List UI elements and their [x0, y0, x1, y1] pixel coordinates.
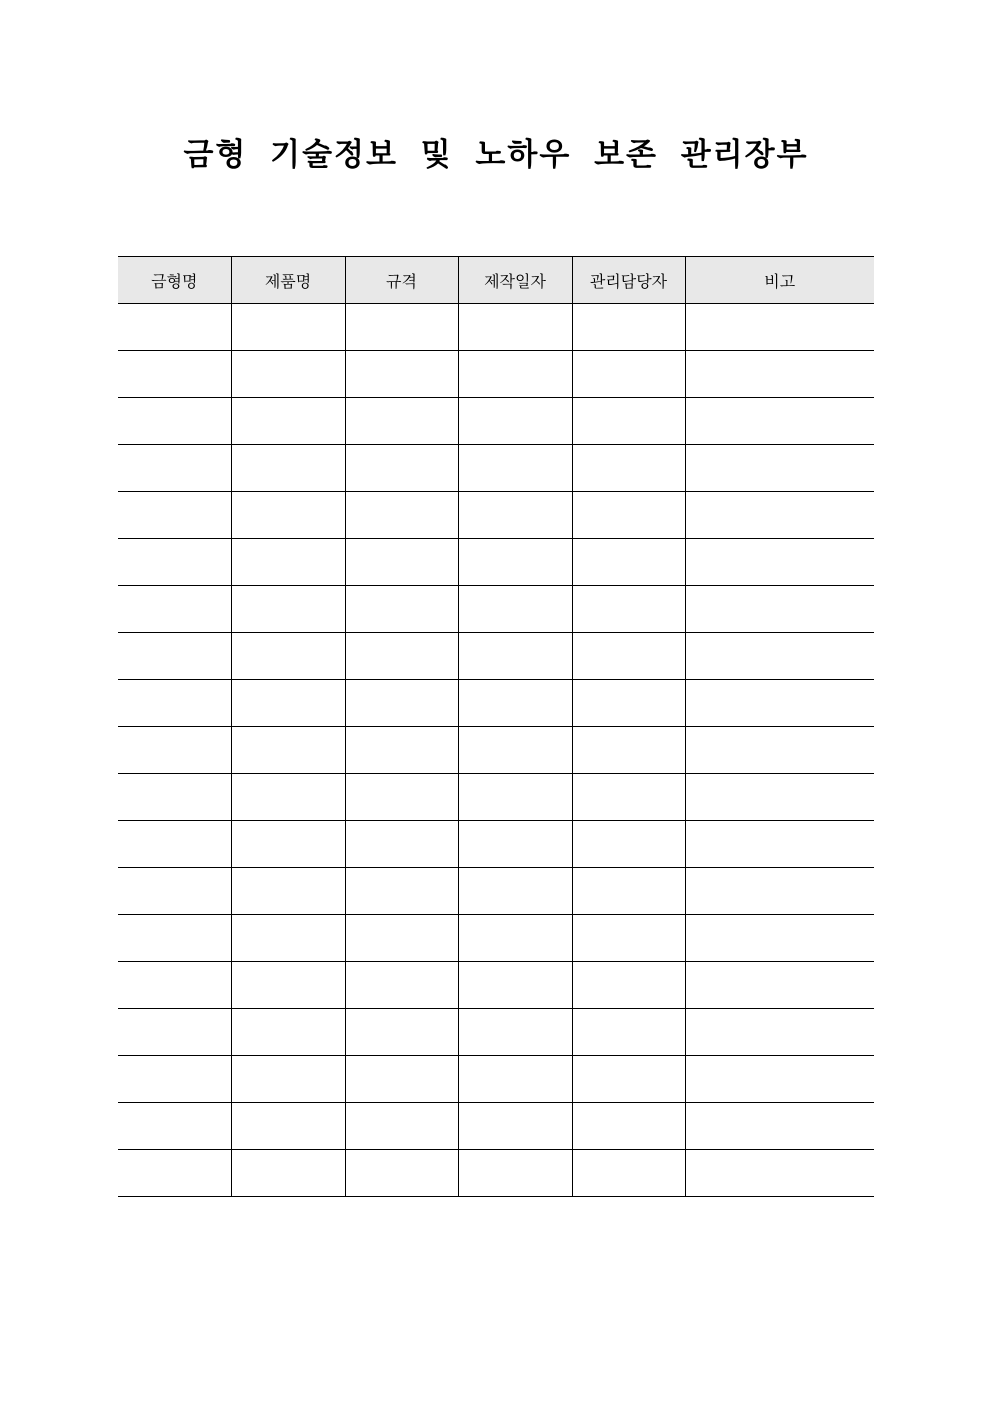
table-cell[interactable]	[572, 586, 685, 633]
table-cell[interactable]	[231, 1150, 345, 1197]
table-cell[interactable]	[572, 727, 685, 774]
table-row	[118, 1150, 874, 1197]
column-header-remarks: 비고	[685, 257, 874, 304]
table-cell[interactable]	[458, 962, 572, 1009]
table-row	[118, 962, 874, 1009]
table-cell[interactable]	[231, 868, 345, 915]
table-cell[interactable]	[345, 680, 458, 727]
table-cell[interactable]	[685, 398, 874, 445]
column-header-production-date: 제작일자	[458, 257, 572, 304]
table-cell[interactable]	[685, 539, 874, 586]
table-row	[118, 868, 874, 915]
table-cell[interactable]	[118, 1056, 231, 1103]
table-cell[interactable]	[231, 1009, 345, 1056]
table-cell[interactable]	[345, 868, 458, 915]
table-cell[interactable]	[458, 868, 572, 915]
table-cell[interactable]	[458, 633, 572, 680]
table-cell[interactable]	[458, 445, 572, 492]
table-cell[interactable]	[231, 915, 345, 962]
header-row	[118, 257, 874, 304]
table-row	[118, 915, 874, 962]
table-cell[interactable]	[685, 868, 874, 915]
table-row	[118, 304, 874, 351]
page-title: 금형 기술정보 및 노하우 보존 관리장부	[183, 137, 809, 173]
table-cell[interactable]	[572, 962, 685, 1009]
table-row	[118, 398, 874, 445]
table-cell[interactable]	[345, 915, 458, 962]
table-row	[118, 1056, 874, 1103]
table-cell[interactable]	[345, 1056, 458, 1103]
table-cell[interactable]	[118, 304, 231, 351]
table-cell[interactable]	[231, 633, 345, 680]
table-cell[interactable]	[572, 539, 685, 586]
table-cell[interactable]	[458, 1103, 572, 1150]
table-cell[interactable]	[572, 680, 685, 727]
table-cell[interactable]	[345, 351, 458, 398]
table-row	[118, 680, 874, 727]
table-cell[interactable]	[231, 539, 345, 586]
table-cell[interactable]	[345, 821, 458, 868]
table-row	[118, 633, 874, 680]
table-cell[interactable]	[685, 633, 874, 680]
table-row	[118, 445, 874, 492]
table-cell[interactable]	[685, 1150, 874, 1197]
table-cell[interactable]	[572, 1056, 685, 1103]
table-row	[118, 821, 874, 868]
table-cell[interactable]	[345, 398, 458, 445]
table-cell[interactable]	[572, 1009, 685, 1056]
table-cell[interactable]	[458, 492, 572, 539]
table-cell[interactable]	[118, 492, 231, 539]
table-cell[interactable]	[685, 1056, 874, 1103]
table-cell[interactable]	[118, 1103, 231, 1150]
table-cell[interactable]	[572, 1150, 685, 1197]
table-cell[interactable]	[118, 680, 231, 727]
table-cell[interactable]	[685, 680, 874, 727]
table-cell[interactable]	[231, 398, 345, 445]
table-cell[interactable]	[458, 821, 572, 868]
table-cell[interactable]	[118, 445, 231, 492]
table-cell[interactable]	[118, 727, 231, 774]
table-cell[interactable]	[685, 492, 874, 539]
table-cell[interactable]	[118, 586, 231, 633]
table-cell[interactable]	[458, 586, 572, 633]
table-cell[interactable]	[458, 774, 572, 821]
table-cell[interactable]	[345, 962, 458, 1009]
table-cell[interactable]	[458, 1056, 572, 1103]
table-cell[interactable]	[458, 539, 572, 586]
table-cell[interactable]	[458, 1150, 572, 1197]
table-cell[interactable]	[118, 398, 231, 445]
table-cell[interactable]	[572, 915, 685, 962]
table-cell[interactable]	[118, 868, 231, 915]
table-cell[interactable]	[458, 304, 572, 351]
table-cell[interactable]	[685, 915, 874, 962]
table-cell[interactable]	[458, 1009, 572, 1056]
table-cell[interactable]	[685, 1103, 874, 1150]
table-cell[interactable]	[345, 586, 458, 633]
table-cell[interactable]	[231, 1103, 345, 1150]
table-row	[118, 1103, 874, 1150]
table-cell[interactable]	[231, 586, 345, 633]
table-cell[interactable]	[118, 351, 231, 398]
table-cell[interactable]	[118, 821, 231, 868]
table-cell[interactable]	[118, 539, 231, 586]
table-cell[interactable]	[685, 962, 874, 1009]
table-cell[interactable]	[345, 1150, 458, 1197]
table-cell[interactable]	[345, 633, 458, 680]
table-cell[interactable]	[572, 821, 685, 868]
column-header-product-name: 제품명	[231, 257, 345, 304]
table-row	[118, 492, 874, 539]
table-cell[interactable]	[118, 962, 231, 1009]
table-cell[interactable]	[345, 445, 458, 492]
table-cell[interactable]	[231, 1056, 345, 1103]
table-cell[interactable]	[231, 492, 345, 539]
table-cell[interactable]	[231, 445, 345, 492]
table-cell[interactable]	[685, 727, 874, 774]
table-cell[interactable]	[345, 727, 458, 774]
table-cell[interactable]	[572, 398, 685, 445]
table-cell[interactable]	[345, 539, 458, 586]
table-row	[118, 727, 874, 774]
table-cell[interactable]	[685, 821, 874, 868]
table-cell[interactable]	[685, 586, 874, 633]
table-row	[118, 351, 874, 398]
table-row	[118, 1009, 874, 1056]
table-cell[interactable]	[345, 1103, 458, 1150]
table-cell[interactable]	[231, 680, 345, 727]
table-cell[interactable]	[118, 774, 231, 821]
table-cell[interactable]	[458, 398, 572, 445]
table-cell[interactable]	[118, 915, 231, 962]
ledger-body	[118, 304, 874, 1197]
table-cell[interactable]	[118, 633, 231, 680]
column-header-spec: 규격	[345, 257, 458, 304]
table-cell[interactable]	[231, 962, 345, 1009]
ledger-table	[118, 256, 874, 1197]
table-cell[interactable]	[685, 304, 874, 351]
table-cell[interactable]	[231, 351, 345, 398]
table-cell[interactable]	[572, 774, 685, 821]
table-cell[interactable]	[458, 680, 572, 727]
table-cell[interactable]	[572, 633, 685, 680]
table-row	[118, 539, 874, 586]
table-cell[interactable]	[345, 1009, 458, 1056]
table-cell[interactable]	[572, 445, 685, 492]
table-cell[interactable]	[685, 774, 874, 821]
table-cell[interactable]	[572, 351, 685, 398]
table-cell[interactable]	[458, 351, 572, 398]
table-cell[interactable]	[345, 304, 458, 351]
column-header-manager: 관리담당자	[572, 257, 685, 304]
table-row	[118, 774, 874, 821]
table-cell[interactable]	[231, 774, 345, 821]
table-cell[interactable]	[572, 1103, 685, 1150]
table-cell[interactable]	[345, 492, 458, 539]
table-cell[interactable]	[572, 304, 685, 351]
table-cell[interactable]	[345, 774, 458, 821]
table-row	[118, 586, 874, 633]
table-cell[interactable]	[231, 304, 345, 351]
table-cell[interactable]	[118, 1009, 231, 1056]
table-cell[interactable]	[231, 727, 345, 774]
table-cell[interactable]	[231, 821, 345, 868]
table-cell[interactable]	[685, 1009, 874, 1056]
column-header-mold-name: 금형명	[118, 257, 231, 304]
table-cell[interactable]	[685, 351, 874, 398]
table-cell[interactable]	[458, 915, 572, 962]
table-cell[interactable]	[572, 868, 685, 915]
table-cell[interactable]	[572, 492, 685, 539]
table-cell[interactable]	[685, 445, 874, 492]
table-cell[interactable]	[118, 1150, 231, 1197]
table-cell[interactable]	[458, 727, 572, 774]
